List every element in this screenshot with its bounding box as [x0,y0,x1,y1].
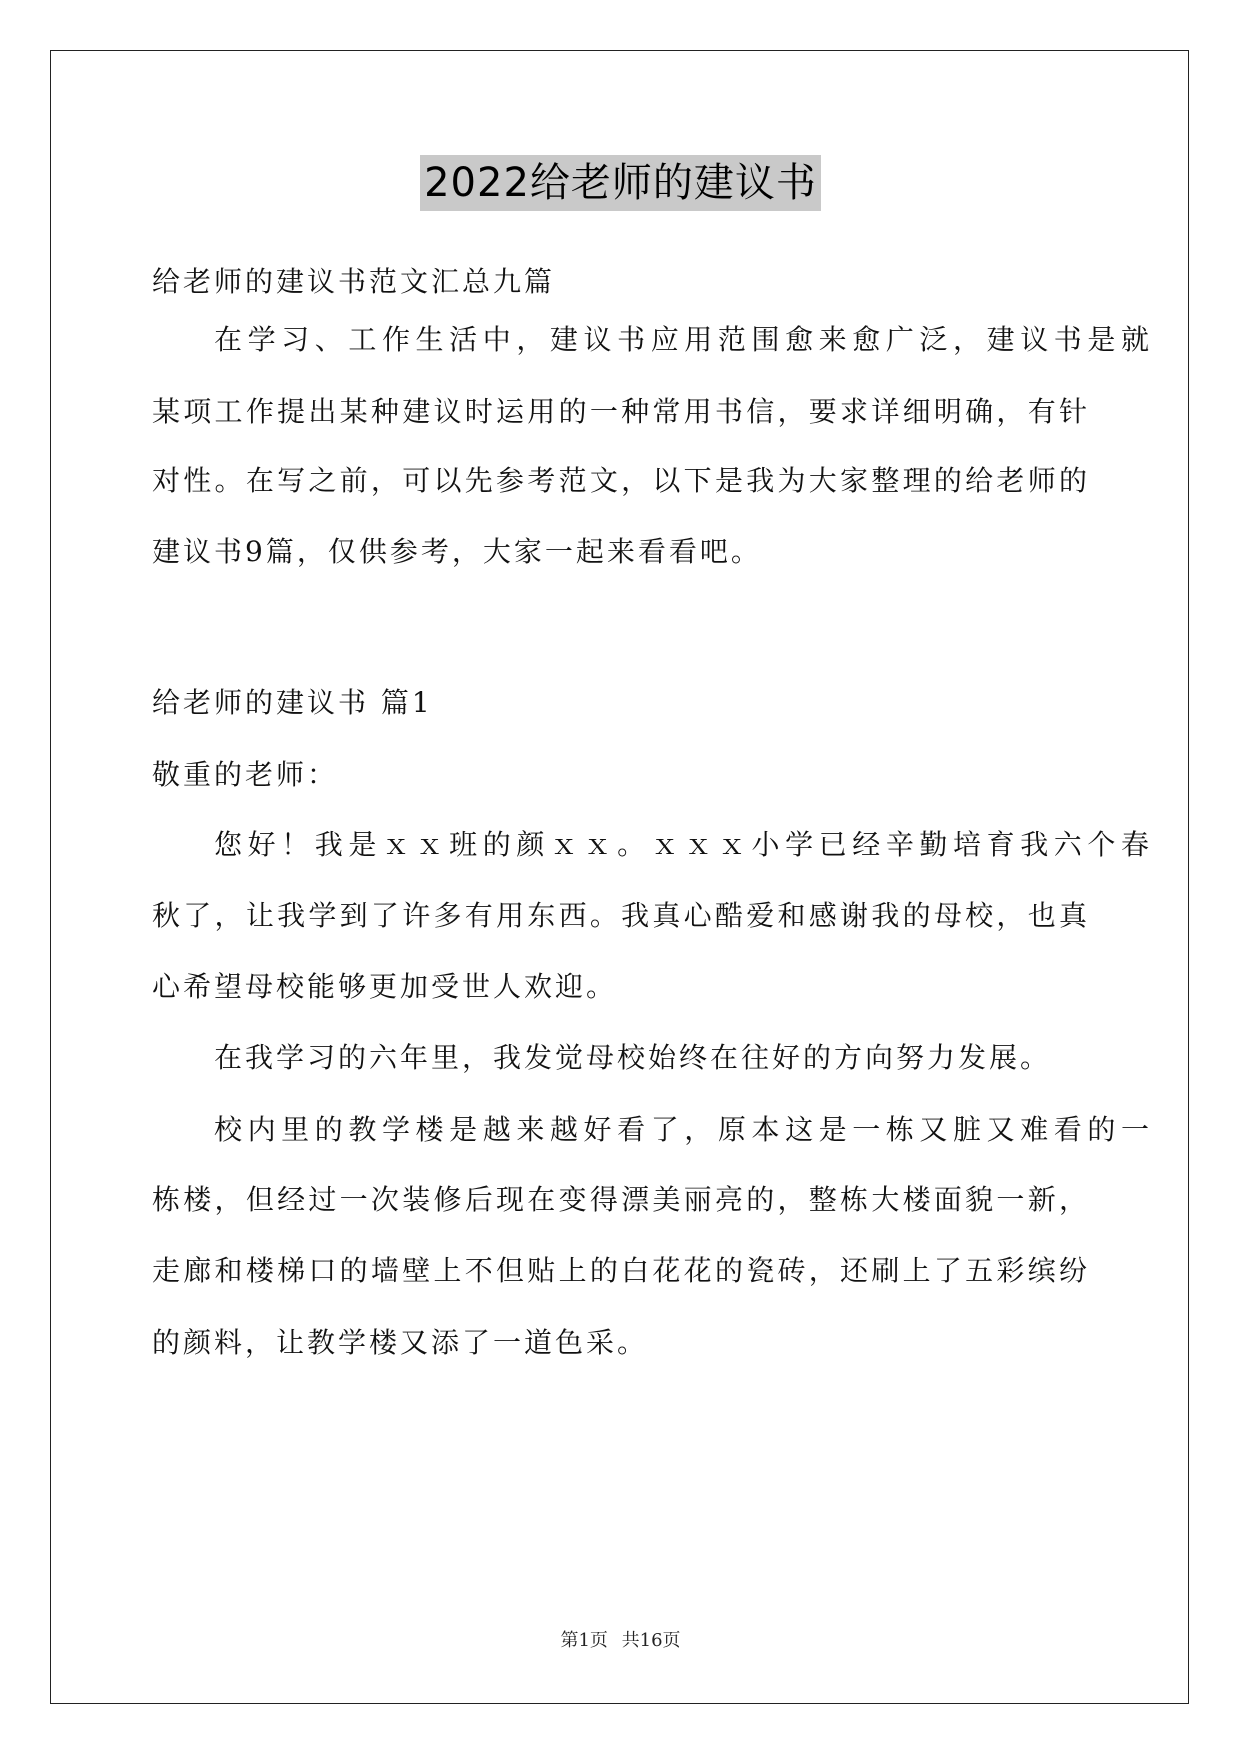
paragraph-line: 的颜料，让教学楼又添了一道色采。 [152,1326,649,1359]
subtitle-line: 给老师的建议书范文汇总九篇 [152,265,556,298]
page-number: 第1页 [560,1630,608,1651]
paragraph-line: 某项工作提出某种建议时运用的一种常用书信，要求详细明确，有针 [152,395,1087,428]
salutation: 敬重的老师： [152,758,339,791]
paragraph-line: 建议书9篇，仅供参考，大家一起来看看吧。 [152,535,762,568]
paragraph-line: 您好！我是ｘｘ班的颜ｘｘ。ｘｘｘ小学已经辛勤培育我六个春 [214,828,1149,861]
paragraph-line: 对性。在写之前，可以先参考范文，以下是我为大家整理的给老师的 [152,464,1087,497]
page-footer [0,1626,1241,1652]
paragraph-line: 心希望母校能够更加受世人欢迎。 [152,970,618,1003]
paragraph-line: 在我学习的六年里，我发觉母校始终在往好的方向努力发展。 [214,1041,1052,1074]
paragraph-line: 秋了，让我学到了许多有用东西。我真心酷爱和感谢我的母校，也真 [152,899,1087,932]
section-heading: 给老师的建议书 篇1 [152,686,433,719]
title-container [0,155,1241,211]
paragraph-line: 校内里的教学楼是越来越好看了，原本这是一栋又脏又难看的一 [214,1113,1149,1146]
paragraph-line: 栋楼，但经过一次装修后现在变得漂美丽亮的，整栋大楼面貌一新， [152,1183,1087,1216]
paragraph-line: 在学习、工作生活中，建议书应用范围愈来愈广泛，建议书是就 [214,323,1149,356]
total-pages: 共16页 [621,1630,681,1651]
paragraph-line: 走廊和楼梯口的墙壁上不但贴上的白花花的瓷砖，还刷上了五彩缤纷 [152,1254,1087,1287]
document-title: 2022给老师的建议书 [420,155,821,211]
